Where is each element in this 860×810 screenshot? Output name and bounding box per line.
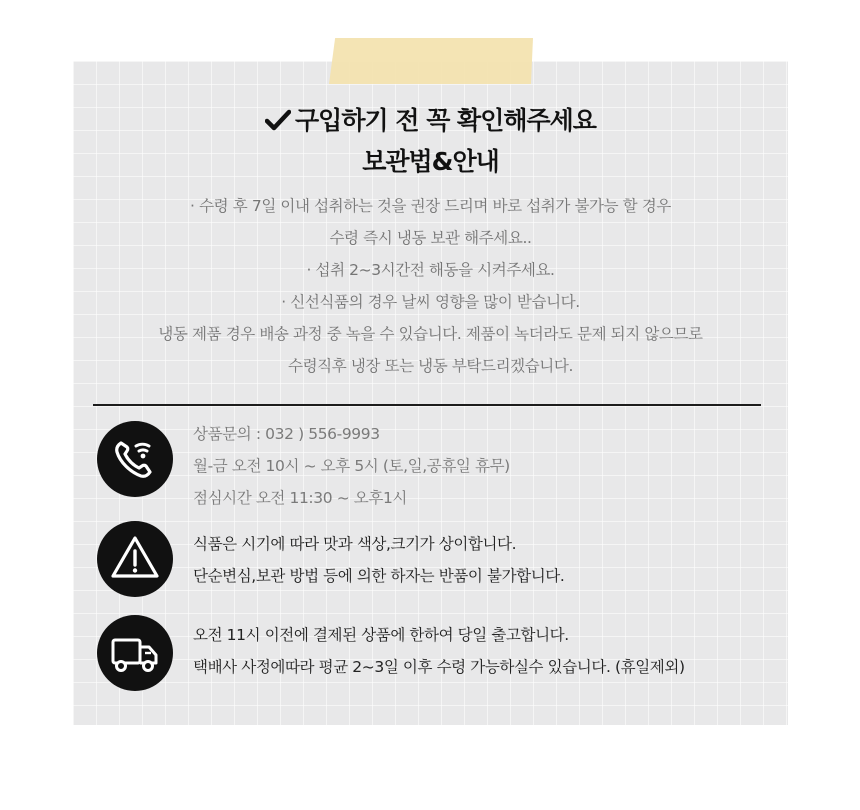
contact-hours: 월-금 오전 10시 ~ 오후 5시 (토,일,공휴일 휴무) [193,457,510,475]
notice-subtitle: 보관법&안내 [362,147,499,176]
phone-icon [97,421,173,497]
delivery-line: 택배사 사정에따라 평균 2~3일 이후 수령 가능하실수 있습니다. (휴일제외) [193,658,685,676]
guide-line: · 수령 후 7일 이내 섭취하는 것을 권장 드리며 바로 섭취가 불가능 할 경우 [190,197,671,215]
warning-line: 식품은 시기에 따라 맛과 색상,크기가 상이합니다. [193,535,517,553]
warning-text [193,528,564,592]
delivery-text [193,619,685,683]
storage-guide-text [73,190,788,382]
warning-line: 단순변심,보관 방법 등에 의한 하자는 반품이 불가합니다. [193,567,565,585]
checkmark-icon [265,108,291,130]
notice-title [73,101,788,137]
section-divider [93,404,761,406]
notice-title-text: 구입하기 전 꼭 확인해주세요 [295,106,596,135]
guide-line: 수령직후 냉장 또는 냉동 부탁드리겠습니다. [288,357,573,375]
contact-lunch: 점심시간 오전 11:30 ~ 오후1시 [193,489,407,507]
delivery-truck-icon [97,615,173,691]
warning-icon [97,521,173,597]
contact-text [193,418,510,514]
contact-phone: 상품문의 : 032 ) 556-9993 [193,425,380,443]
guide-line: 냉동 제품 경우 배송 과정 중 녹을 수 있습니다. 제품이 녹더라도 문제 되지 않으므로 [158,325,703,343]
delivery-line: 오전 11시 이전에 결제된 상품에 한하여 당일 출고합니다. [193,626,569,644]
tape-decoration [329,38,533,84]
guide-line: · 섭취 2~3시간전 해동을 시켜주세요. [306,261,555,279]
guide-line: · 신선식품의 경우 날씨 영향을 많이 받습니다. [281,293,580,311]
guide-line: 수령 즉시 냉동 보관 해주세요.. [329,229,532,247]
